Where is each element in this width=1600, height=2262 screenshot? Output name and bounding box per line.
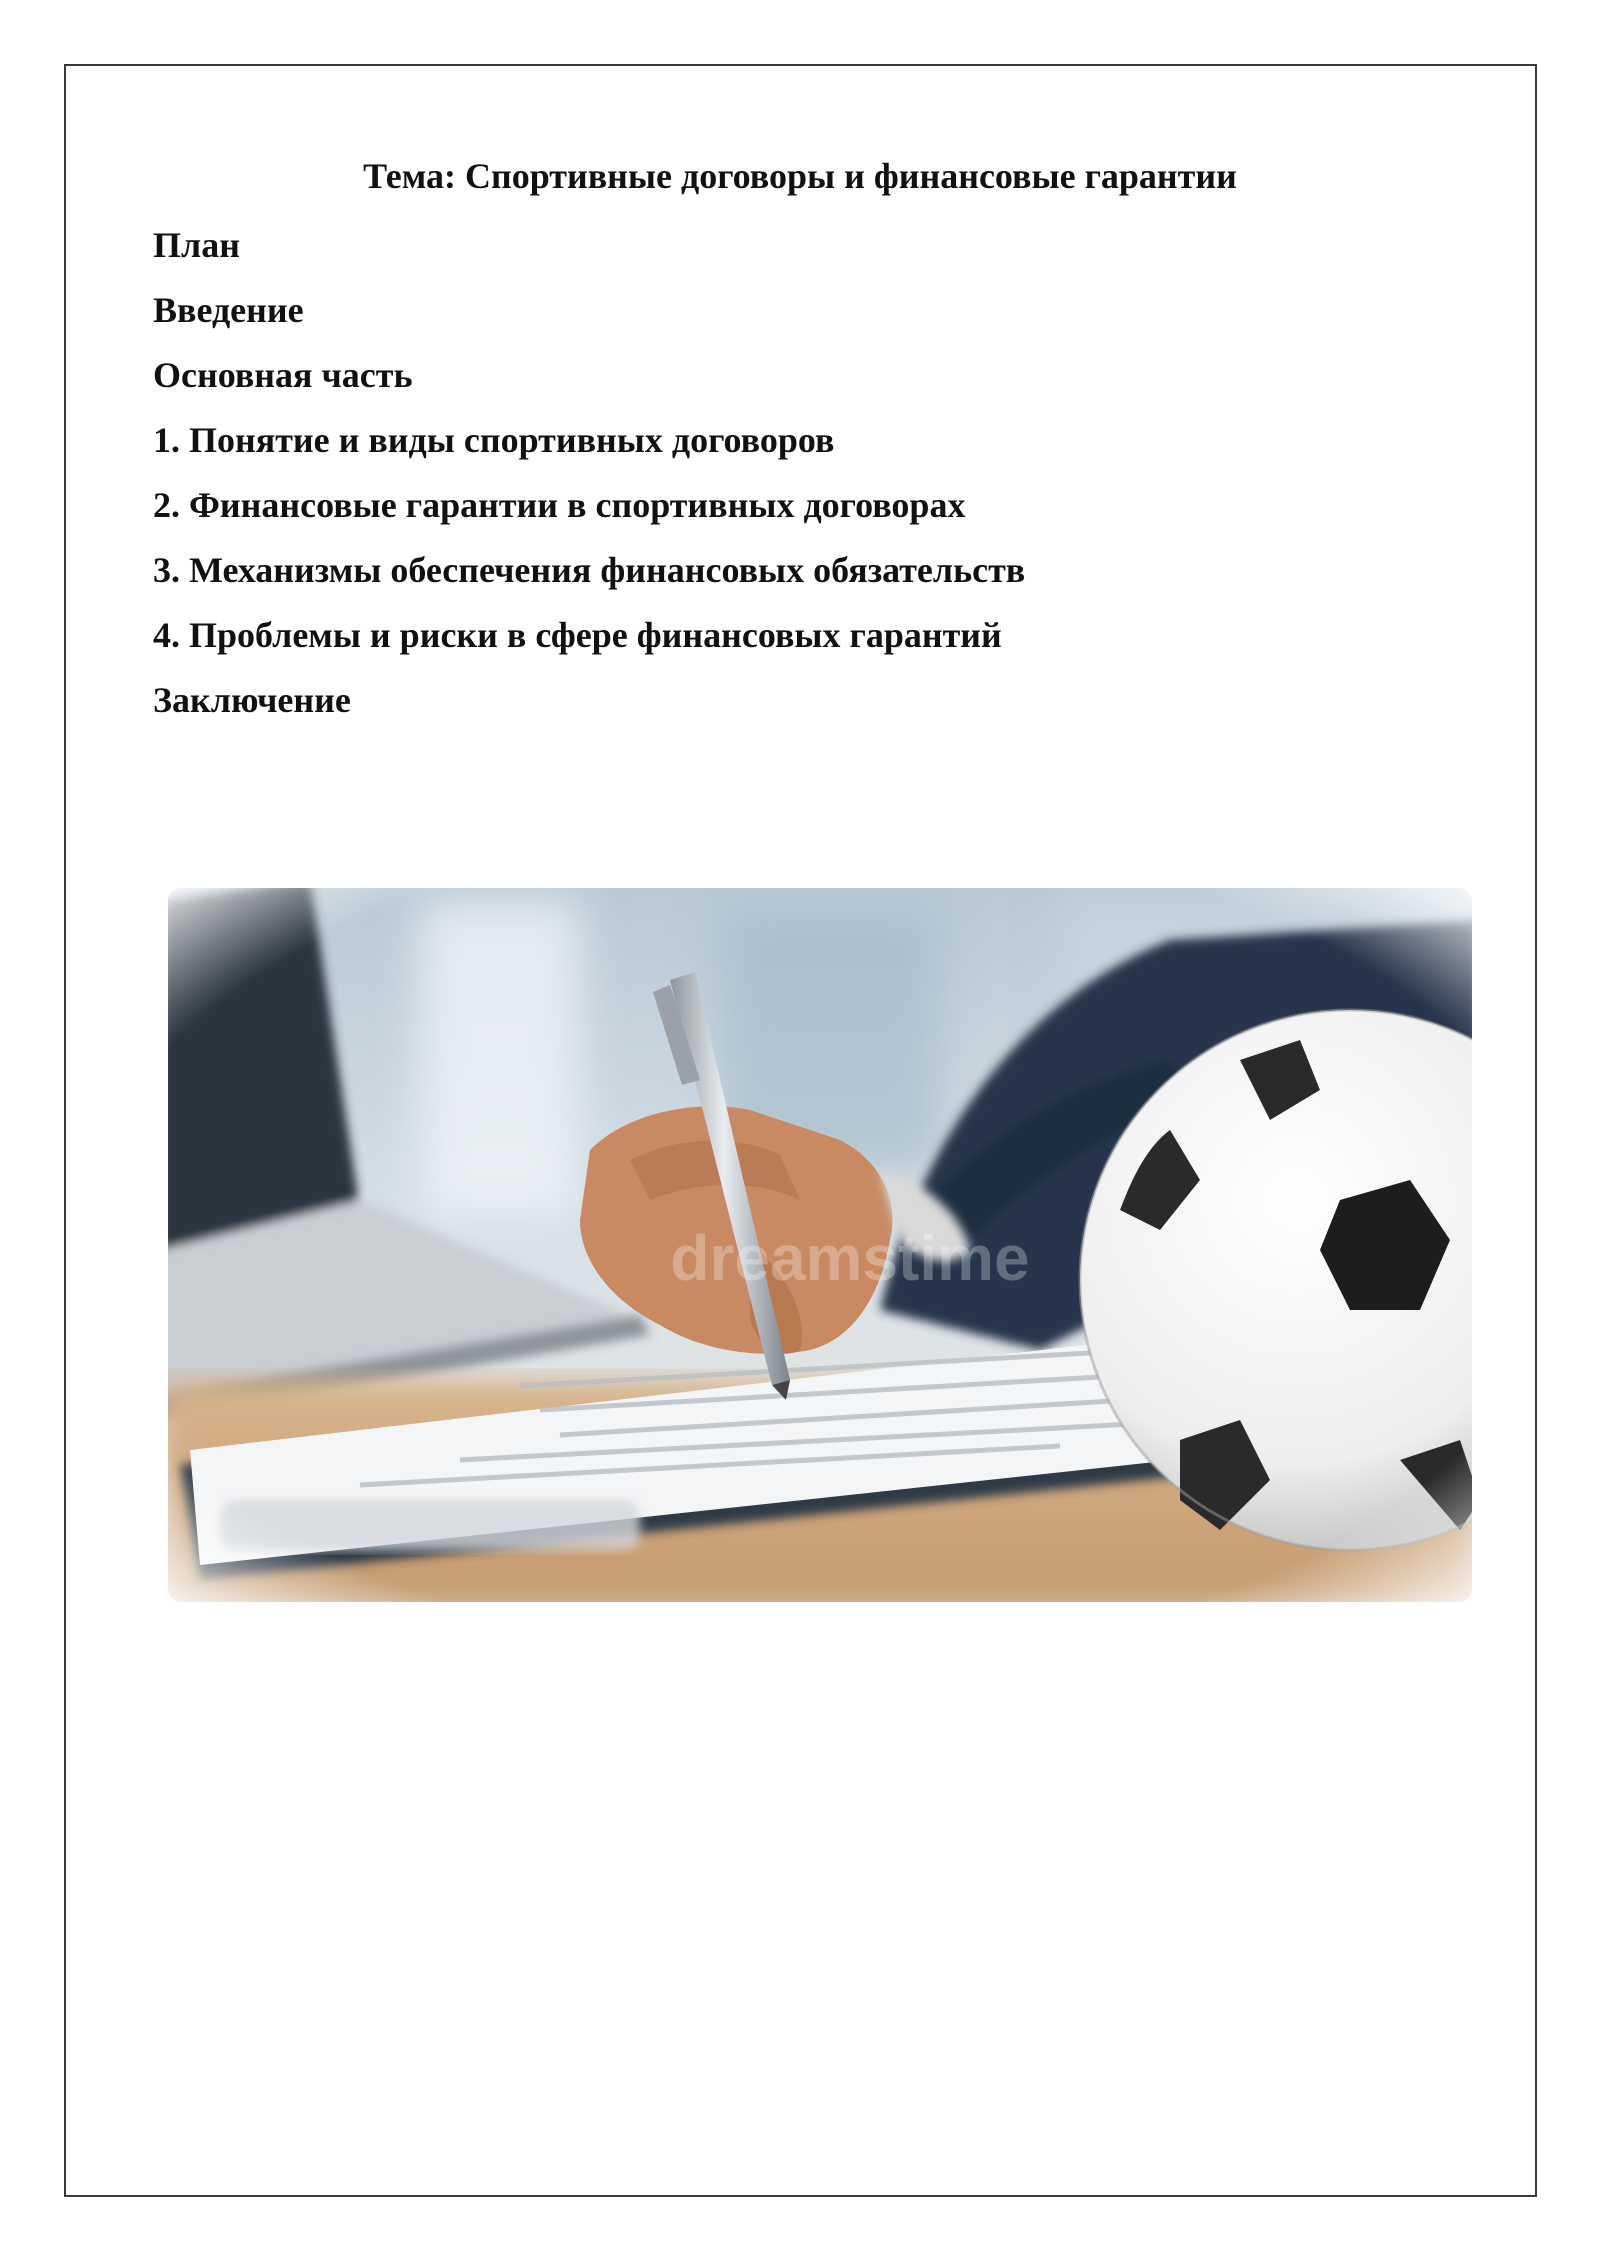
- contract-signing-photo: [160, 880, 1480, 1610]
- plan-item-2: 2. Финансовые гарантии в спортивных договорах: [153, 485, 966, 525]
- plan-item-4: 4. Проблемы и риски в сфере финансовых гарантий: [153, 615, 1002, 655]
- plan-outline: [153, 213, 1025, 733]
- plan-item-conclusion: Заключение: [153, 680, 351, 720]
- plan-heading: План: [153, 225, 240, 265]
- plan-item-main-part: Основная часть: [153, 355, 413, 395]
- plan-item-1: 1. Понятие и виды спортивных договоров: [153, 420, 835, 460]
- plan-item-3: 3. Механизмы обеспечения финансовых обязательств: [153, 550, 1026, 590]
- plan-item-introduction: Введение: [153, 290, 304, 330]
- document-title: Тема: Спортивные договоры и финансовые гарантии: [363, 156, 1237, 196]
